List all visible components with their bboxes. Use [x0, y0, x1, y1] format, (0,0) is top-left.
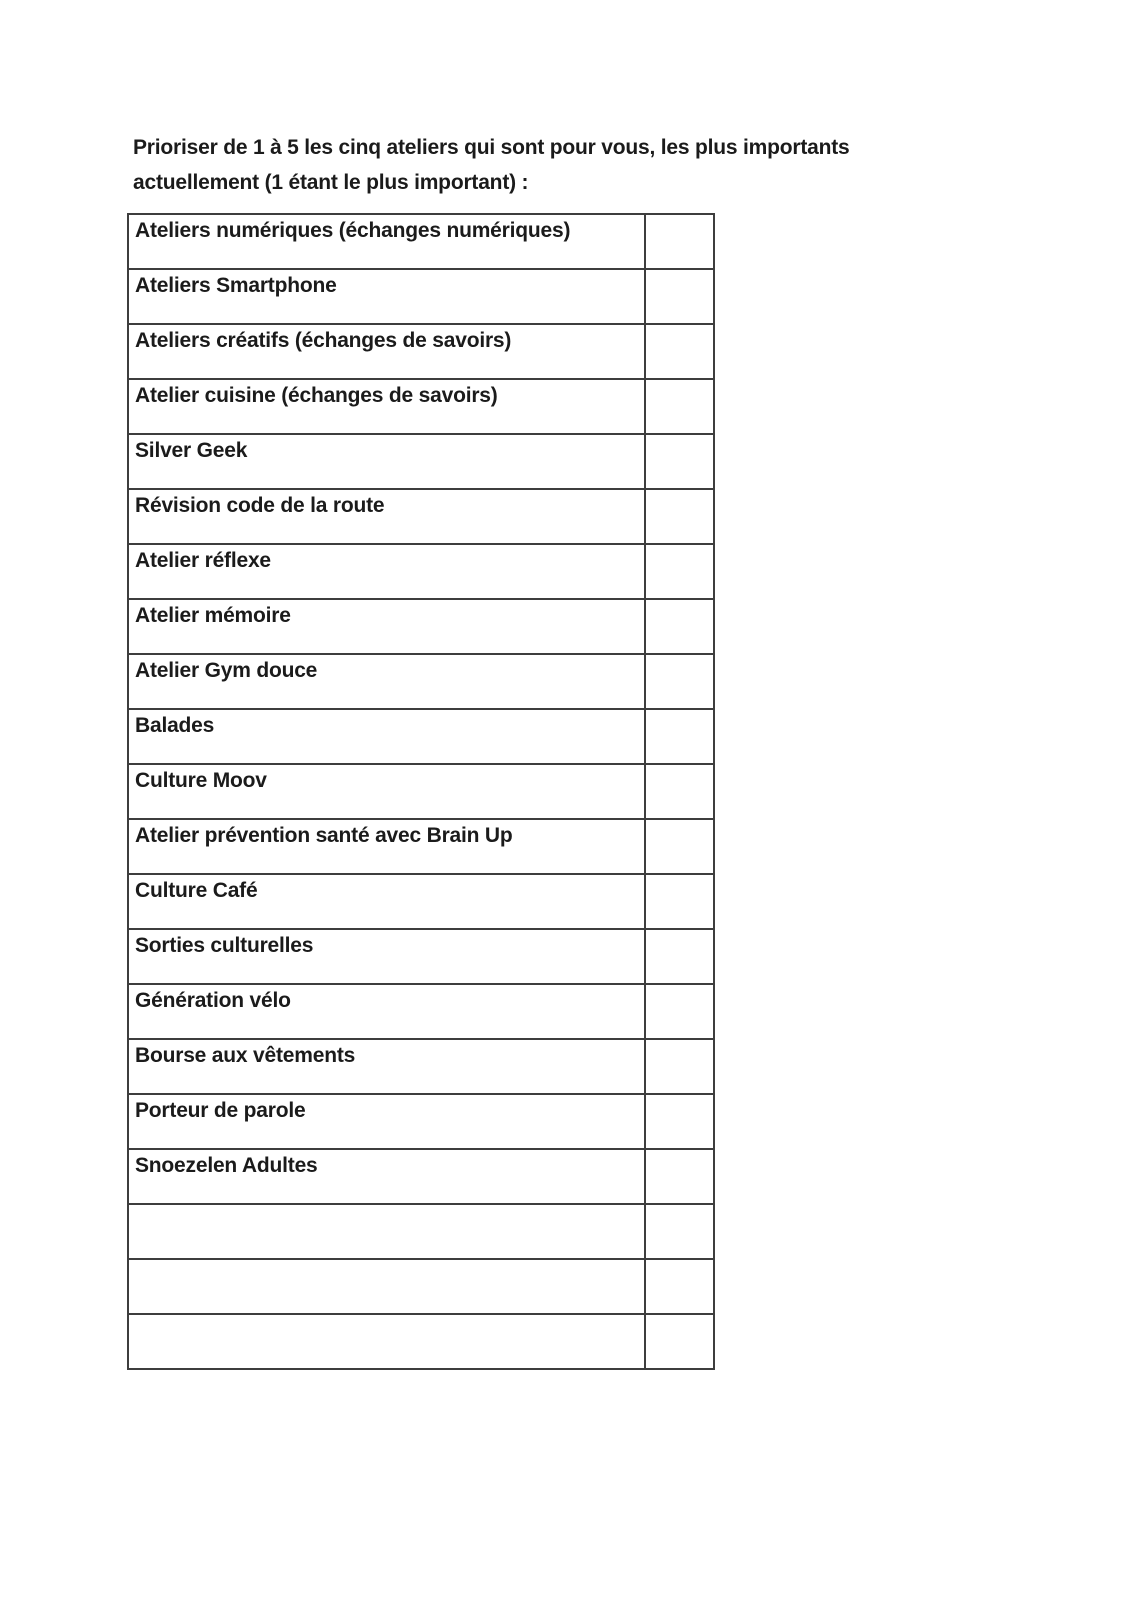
priority-cell[interactable] [645, 379, 714, 434]
workshop-label: Atelier prévention santé avec Brain Up [128, 819, 645, 874]
priority-cell[interactable] [645, 929, 714, 984]
table-row [128, 874, 714, 929]
workshop-label: Snoezelen Adultes [128, 1149, 645, 1204]
priority-cell[interactable] [645, 819, 714, 874]
table-row [128, 379, 714, 434]
table-row [128, 489, 714, 544]
table-row [128, 929, 714, 984]
priority-cell[interactable] [645, 1259, 714, 1314]
priority-cell[interactable] [645, 324, 714, 379]
workshop-label: Silver Geek [128, 434, 645, 489]
workshop-label [128, 1314, 645, 1369]
workshop-label: Balades [128, 709, 645, 764]
table-row [128, 1039, 714, 1094]
table-row [128, 544, 714, 599]
table-row [128, 709, 714, 764]
table-row [128, 1314, 714, 1369]
workshop-table-body [128, 214, 714, 1369]
workshop-label [128, 1204, 645, 1259]
priority-cell[interactable] [645, 1039, 714, 1094]
priority-cell[interactable] [645, 599, 714, 654]
table-row [128, 1149, 714, 1204]
workshop-label: Atelier cuisine (échanges de savoirs) [128, 379, 645, 434]
workshop-label: Atelier Gym douce [128, 654, 645, 709]
workshop-label [128, 1259, 645, 1314]
table-row [128, 819, 714, 874]
table-row [128, 1094, 714, 1149]
priority-cell[interactable] [645, 874, 714, 929]
priority-cell[interactable] [645, 1094, 714, 1149]
priority-cell[interactable] [645, 764, 714, 819]
priority-cell[interactable] [645, 654, 714, 709]
priority-cell[interactable] [645, 984, 714, 1039]
workshop-label: Atelier réflexe [128, 544, 645, 599]
table-row [128, 984, 714, 1039]
workshop-label: Génération vélo [128, 984, 645, 1039]
priority-cell[interactable] [645, 214, 714, 269]
workshop-label: Culture Café [128, 874, 645, 929]
table-row [128, 654, 714, 709]
workshop-label: Sorties culturelles [128, 929, 645, 984]
priority-cell[interactable] [645, 269, 714, 324]
workshop-label: Culture Moov [128, 764, 645, 819]
table-row [128, 324, 714, 379]
workshop-label: Ateliers numériques (échanges numériques) [128, 214, 645, 269]
table-row [128, 214, 714, 269]
priority-cell[interactable] [645, 1149, 714, 1204]
workshop-label: Ateliers créatifs (échanges de savoirs) [128, 324, 645, 379]
priority-cell[interactable] [645, 489, 714, 544]
table-row [128, 434, 714, 489]
priority-cell[interactable] [645, 434, 714, 489]
workshop-label: Atelier mémoire [128, 599, 645, 654]
workshop-label: Ateliers Smartphone [128, 269, 645, 324]
form-title: Prioriser de 1 à 5 les cinq ateliers qui sont pour vous, les plus importants actuellement (1 étant le plus important) : [133, 136, 850, 194]
table-row [128, 764, 714, 819]
priority-cell[interactable] [645, 1314, 714, 1369]
workshop-label: Bourse aux vêtements [128, 1039, 645, 1094]
workshop-priority-table [127, 213, 715, 1370]
priority-cell[interactable] [645, 709, 714, 764]
table-row [128, 599, 714, 654]
table-row [128, 269, 714, 324]
priority-cell[interactable] [645, 544, 714, 599]
table-row [128, 1259, 714, 1314]
table-row [128, 1204, 714, 1259]
workshop-label: Porteur de parole [128, 1094, 645, 1149]
workshop-label: Révision code de la route [128, 489, 645, 544]
priority-cell[interactable] [645, 1204, 714, 1259]
